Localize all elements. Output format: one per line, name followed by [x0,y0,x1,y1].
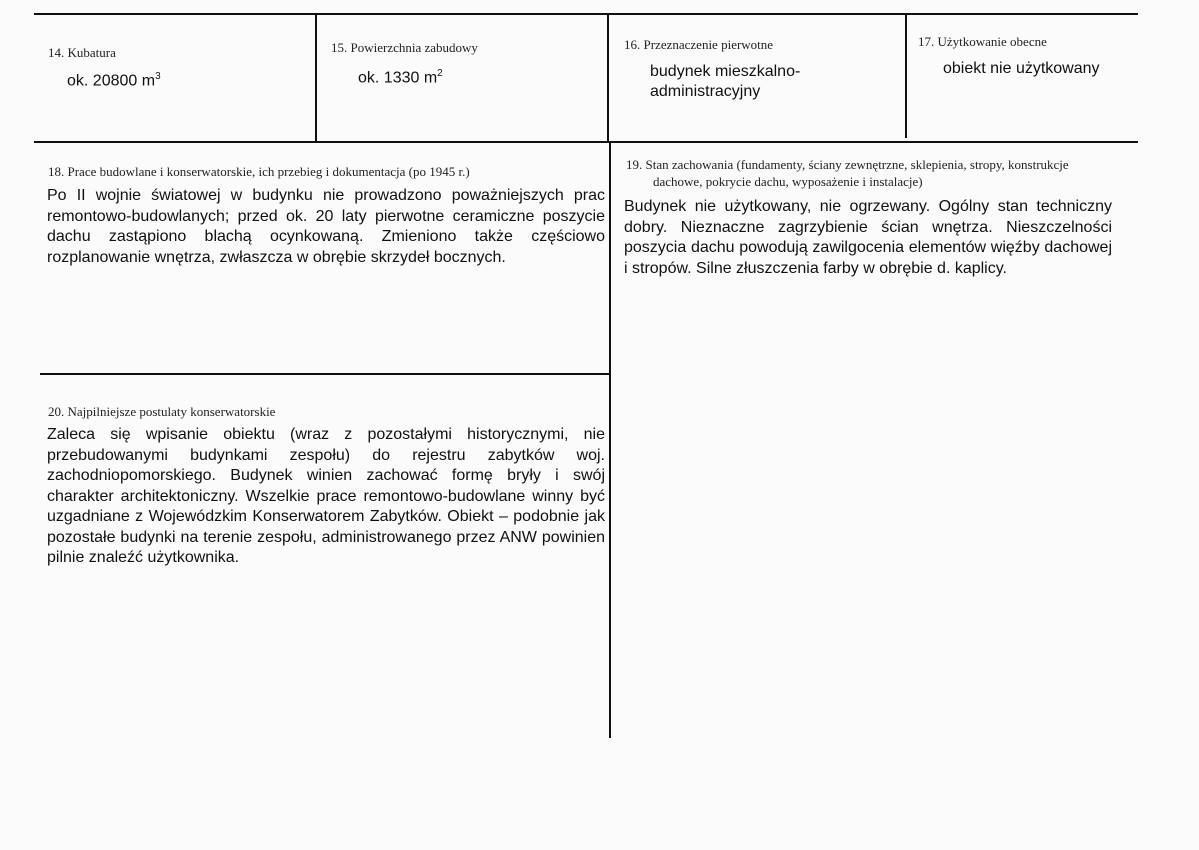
field-16-label: 16. Przeznaczenie pierwotne [624,37,774,52]
top-border-line [34,13,1138,15]
field-20-text: Zaleca się wpisanie obiektu (wraz z pozostałymi historycznymi, nie przebudowanymi budynkami zespołu) do rejestru zabytków woj. zachodniopomorskiego. Budynek winien zachować formę bryły i swój charakter architektoniczny. Wszelkie prace remontowo-budowlane winny być uzgadniane z Wojewódzkim Konserwatorem Zabytków. Obiekt – podobnie jak pozostałe budynki na terenie zespołu, administrowanego przez ANW powinien pilnie znaleźć użytkownika. [47,426,605,566]
field-18-label: 18. Prace budowlane i konserwatorskie, ich przebieg i dokumentacja (po 1945 r.) [48,164,470,179]
field-14-unit-exponent: 3 [155,71,161,82]
field-15-unit-exponent: 2 [437,68,443,79]
field-15-value-text: ok. 1330 m [358,69,438,87]
field-17-value: obiekt nie użytkowany [943,60,1100,77]
field-18-text: Po II wojnie światowej w budynku nie prowadzono poważniejszych prac remontowo-budowlanych; przed ok. 20 laty pierwotne ceramiczne poszycie dachu zastąpiono blachą ocynkowaną. Zmieniono także częściowo rozplanowanie wnętrza, zwłaszcza w obrębie skrzydeł bocznych. [47,187,605,266]
divider-16-17 [905,14,907,138]
field-19-label-line2: dachowe, pokrycie dachu, wyposażenie i instalacje) [653,174,923,189]
divider-14-15 [315,14,317,142]
row1-bottom-line [34,141,1138,143]
field-17-label: 17. Użytkowanie obecne [918,34,1047,49]
field-14-label: 14. Kubatura [48,45,116,60]
section20-top-line [40,373,610,375]
field-14-value [67,67,161,91]
field-20-label: 20. Najpilniejsze postulaty konserwatorskie [48,404,276,419]
field-14-value-text: ok. 20800 m [67,72,156,90]
divider-15-16 [607,14,609,142]
field-16-value-line2: administracyjny [650,83,761,100]
field-16-value-line1: budynek mieszkalno- [650,63,801,80]
field-15-value [358,64,443,88]
field-19-label-line1: 19. Stan zachowania (fundamenty, ściany zewnętrzne, sklepienia, stropy, konstrukcje [626,157,1069,172]
field-15-label: 15. Powierzchnia zabudowy [331,40,478,55]
main-vertical-divider [609,142,611,738]
field-19-text: Budynek nie użytkowany, nie ogrzewany. Ogólny stan techniczny dobry. Nieznaczne zagrzybienie ścian wnętrza. Nieszczelności poszycia dachu powodują zawilgocenia elementów więźby dachowej i stropów. Silne złuszczenia farby w obrębie d. kaplicy. [624,198,1112,277]
field-19-label [626,156,1096,190]
